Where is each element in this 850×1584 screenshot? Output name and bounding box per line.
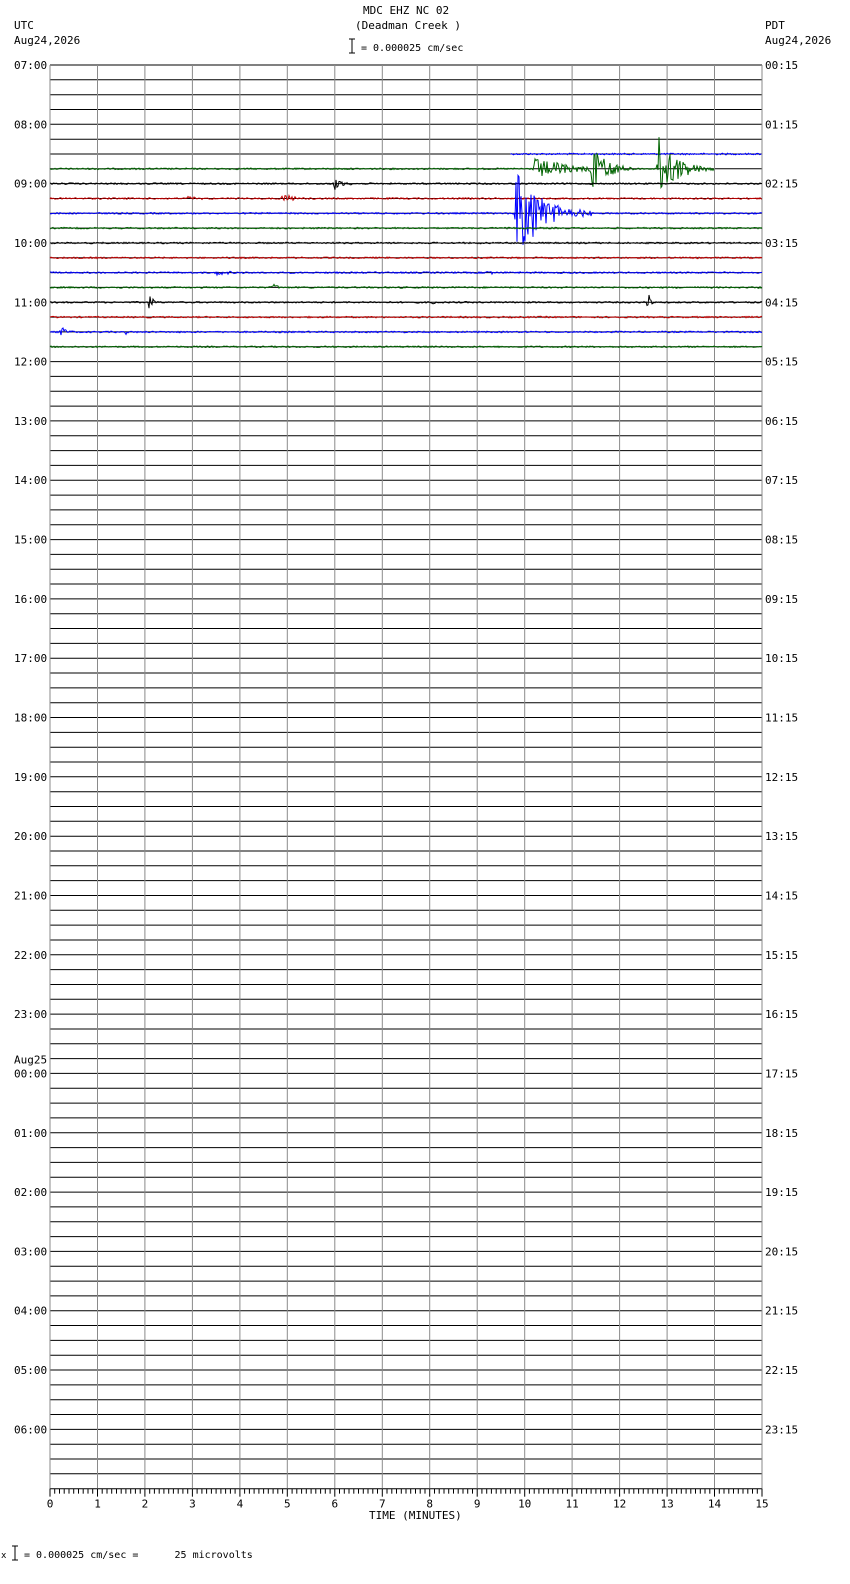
x-tick-label: 12 bbox=[612, 1497, 627, 1511]
x-tick-label: 1 bbox=[94, 1497, 101, 1511]
utc-hour-label: 23:00 bbox=[14, 1008, 48, 1022]
utc-hour-label: 01:00 bbox=[14, 1126, 48, 1140]
pdt-hour-label: 23:15 bbox=[765, 1423, 799, 1437]
seismic-trace bbox=[50, 295, 762, 308]
utc-hour-label: 00:00 bbox=[14, 1067, 48, 1081]
pdt-hour-label: 03:15 bbox=[765, 237, 799, 250]
utc-hour-label: 15:00 bbox=[14, 533, 48, 547]
utc-hour-label: 16:00 bbox=[14, 592, 48, 606]
x-tick-label: 9 bbox=[473, 1497, 481, 1511]
pdt-hour-label: 17:15 bbox=[765, 1067, 799, 1081]
utc-hour-label: 02:00 bbox=[14, 1186, 48, 1200]
utc-hour-label: 18:00 bbox=[14, 711, 48, 725]
footer-scale-bar-icon bbox=[12, 1546, 18, 1560]
utc-hour-label: 13:00 bbox=[14, 414, 48, 428]
station-title: MDC EHZ NC 02 bbox=[363, 4, 450, 17]
seismic-trace bbox=[50, 271, 762, 275]
utc-hour-label: 21:00 bbox=[14, 889, 48, 903]
seismic-trace bbox=[50, 175, 762, 244]
pdt-hour-label: 16:15 bbox=[765, 1008, 799, 1022]
x-tick-label: 8 bbox=[426, 1497, 434, 1511]
footer-calibration: = 0.000025 cm/sec = 25 microvolts bbox=[24, 1550, 253, 1561]
pdt-hour-label: 06:15 bbox=[765, 414, 799, 428]
x-tick-label: 6 bbox=[331, 1497, 339, 1511]
utc-hour-label: 11:00 bbox=[14, 296, 48, 310]
utc-hour-label: 22:00 bbox=[14, 948, 48, 962]
pdt-hour-label: 15:15 bbox=[765, 948, 799, 962]
right-timezone: PDT bbox=[765, 19, 785, 32]
seismic-trace bbox=[50, 242, 762, 244]
pdt-hour-label: 13:15 bbox=[765, 830, 799, 844]
pdt-hour-label: 02:15 bbox=[765, 177, 799, 191]
pdt-hour-label: 18:15 bbox=[765, 1126, 799, 1140]
pdt-hour-label: 01:15 bbox=[765, 118, 799, 132]
x-tick-label: 7 bbox=[378, 1497, 386, 1511]
pdt-hour-label: 05:15 bbox=[765, 355, 799, 369]
seismic-trace bbox=[510, 153, 761, 155]
pdt-hour-label: 21:15 bbox=[765, 1304, 799, 1318]
utc-hour-label: 17:00 bbox=[14, 652, 48, 666]
seismic-trace bbox=[50, 180, 762, 190]
seismic-trace bbox=[50, 257, 762, 259]
pdt-hour-label: 14:15 bbox=[765, 889, 799, 903]
utc-hour-label: 08:00 bbox=[14, 118, 48, 132]
utc-hour-label: 19:00 bbox=[14, 770, 48, 784]
site-name: (Deadman Creek ) bbox=[355, 19, 461, 32]
utc-hour-label: 03:00 bbox=[14, 1245, 48, 1259]
pdt-hour-label: 07:15 bbox=[765, 474, 799, 488]
x-axis bbox=[47, 1489, 769, 1511]
x-tick-label: 4 bbox=[236, 1497, 244, 1511]
scale-bar-icon bbox=[349, 39, 355, 53]
pdt-hour-label: 11:15 bbox=[765, 711, 799, 725]
utc-hour-label: 10:00 bbox=[14, 237, 48, 250]
utc-hour-label: 05:00 bbox=[14, 1364, 48, 1377]
x-tick-label: 5 bbox=[283, 1497, 291, 1511]
pdt-hour-label: 22:15 bbox=[765, 1364, 799, 1377]
x-tick-label: 15 bbox=[755, 1497, 769, 1511]
pdt-hour-label: 12:15 bbox=[765, 770, 799, 784]
left-timezone: UTC bbox=[14, 19, 34, 32]
pdt-hour-label: 20:15 bbox=[765, 1245, 799, 1259]
utc-hour-label: 04:00 bbox=[14, 1304, 48, 1318]
date-change-label: Aug25 bbox=[14, 1053, 48, 1067]
pdt-hour-label: 10:15 bbox=[765, 652, 799, 666]
pdt-hour-label: 08:15 bbox=[765, 533, 799, 547]
pdt-hour-label: 19:15 bbox=[765, 1186, 799, 1200]
utc-hour-label: 20:00 bbox=[14, 830, 48, 844]
x-tick-label: 2 bbox=[141, 1497, 149, 1511]
pdt-hour-label: 04:15 bbox=[765, 296, 799, 310]
right-date: Aug24,2026 bbox=[765, 34, 832, 47]
utc-hour-label: 06:00 bbox=[14, 1423, 48, 1437]
utc-hour-label: 07:00 bbox=[14, 59, 48, 72]
pdt-hour-label: 00:15 bbox=[765, 59, 799, 72]
scale-label: = 0.000025 cm/sec bbox=[361, 43, 464, 54]
x-tick-label: 3 bbox=[189, 1497, 196, 1511]
x-axis-label: TIME (MINUTES) bbox=[369, 1509, 462, 1522]
x-tick-label: 11 bbox=[565, 1497, 579, 1511]
utc-hour-label: 12:00 bbox=[14, 355, 48, 369]
utc-hour-label: 14:00 bbox=[14, 474, 48, 488]
x-tick-label: 13 bbox=[660, 1497, 674, 1511]
seismic-trace bbox=[50, 196, 762, 201]
footer-prefix: x bbox=[1, 1551, 7, 1561]
pdt-hour-label: 09:15 bbox=[765, 592, 799, 606]
x-tick-label: 14 bbox=[707, 1497, 722, 1511]
utc-hour-label: 09:00 bbox=[14, 177, 48, 191]
grid-lines bbox=[50, 65, 762, 1489]
x-tick-label: 10 bbox=[518, 1497, 532, 1511]
left-date: Aug24,2026 bbox=[14, 34, 81, 47]
x-tick-label: 0 bbox=[46, 1497, 54, 1511]
